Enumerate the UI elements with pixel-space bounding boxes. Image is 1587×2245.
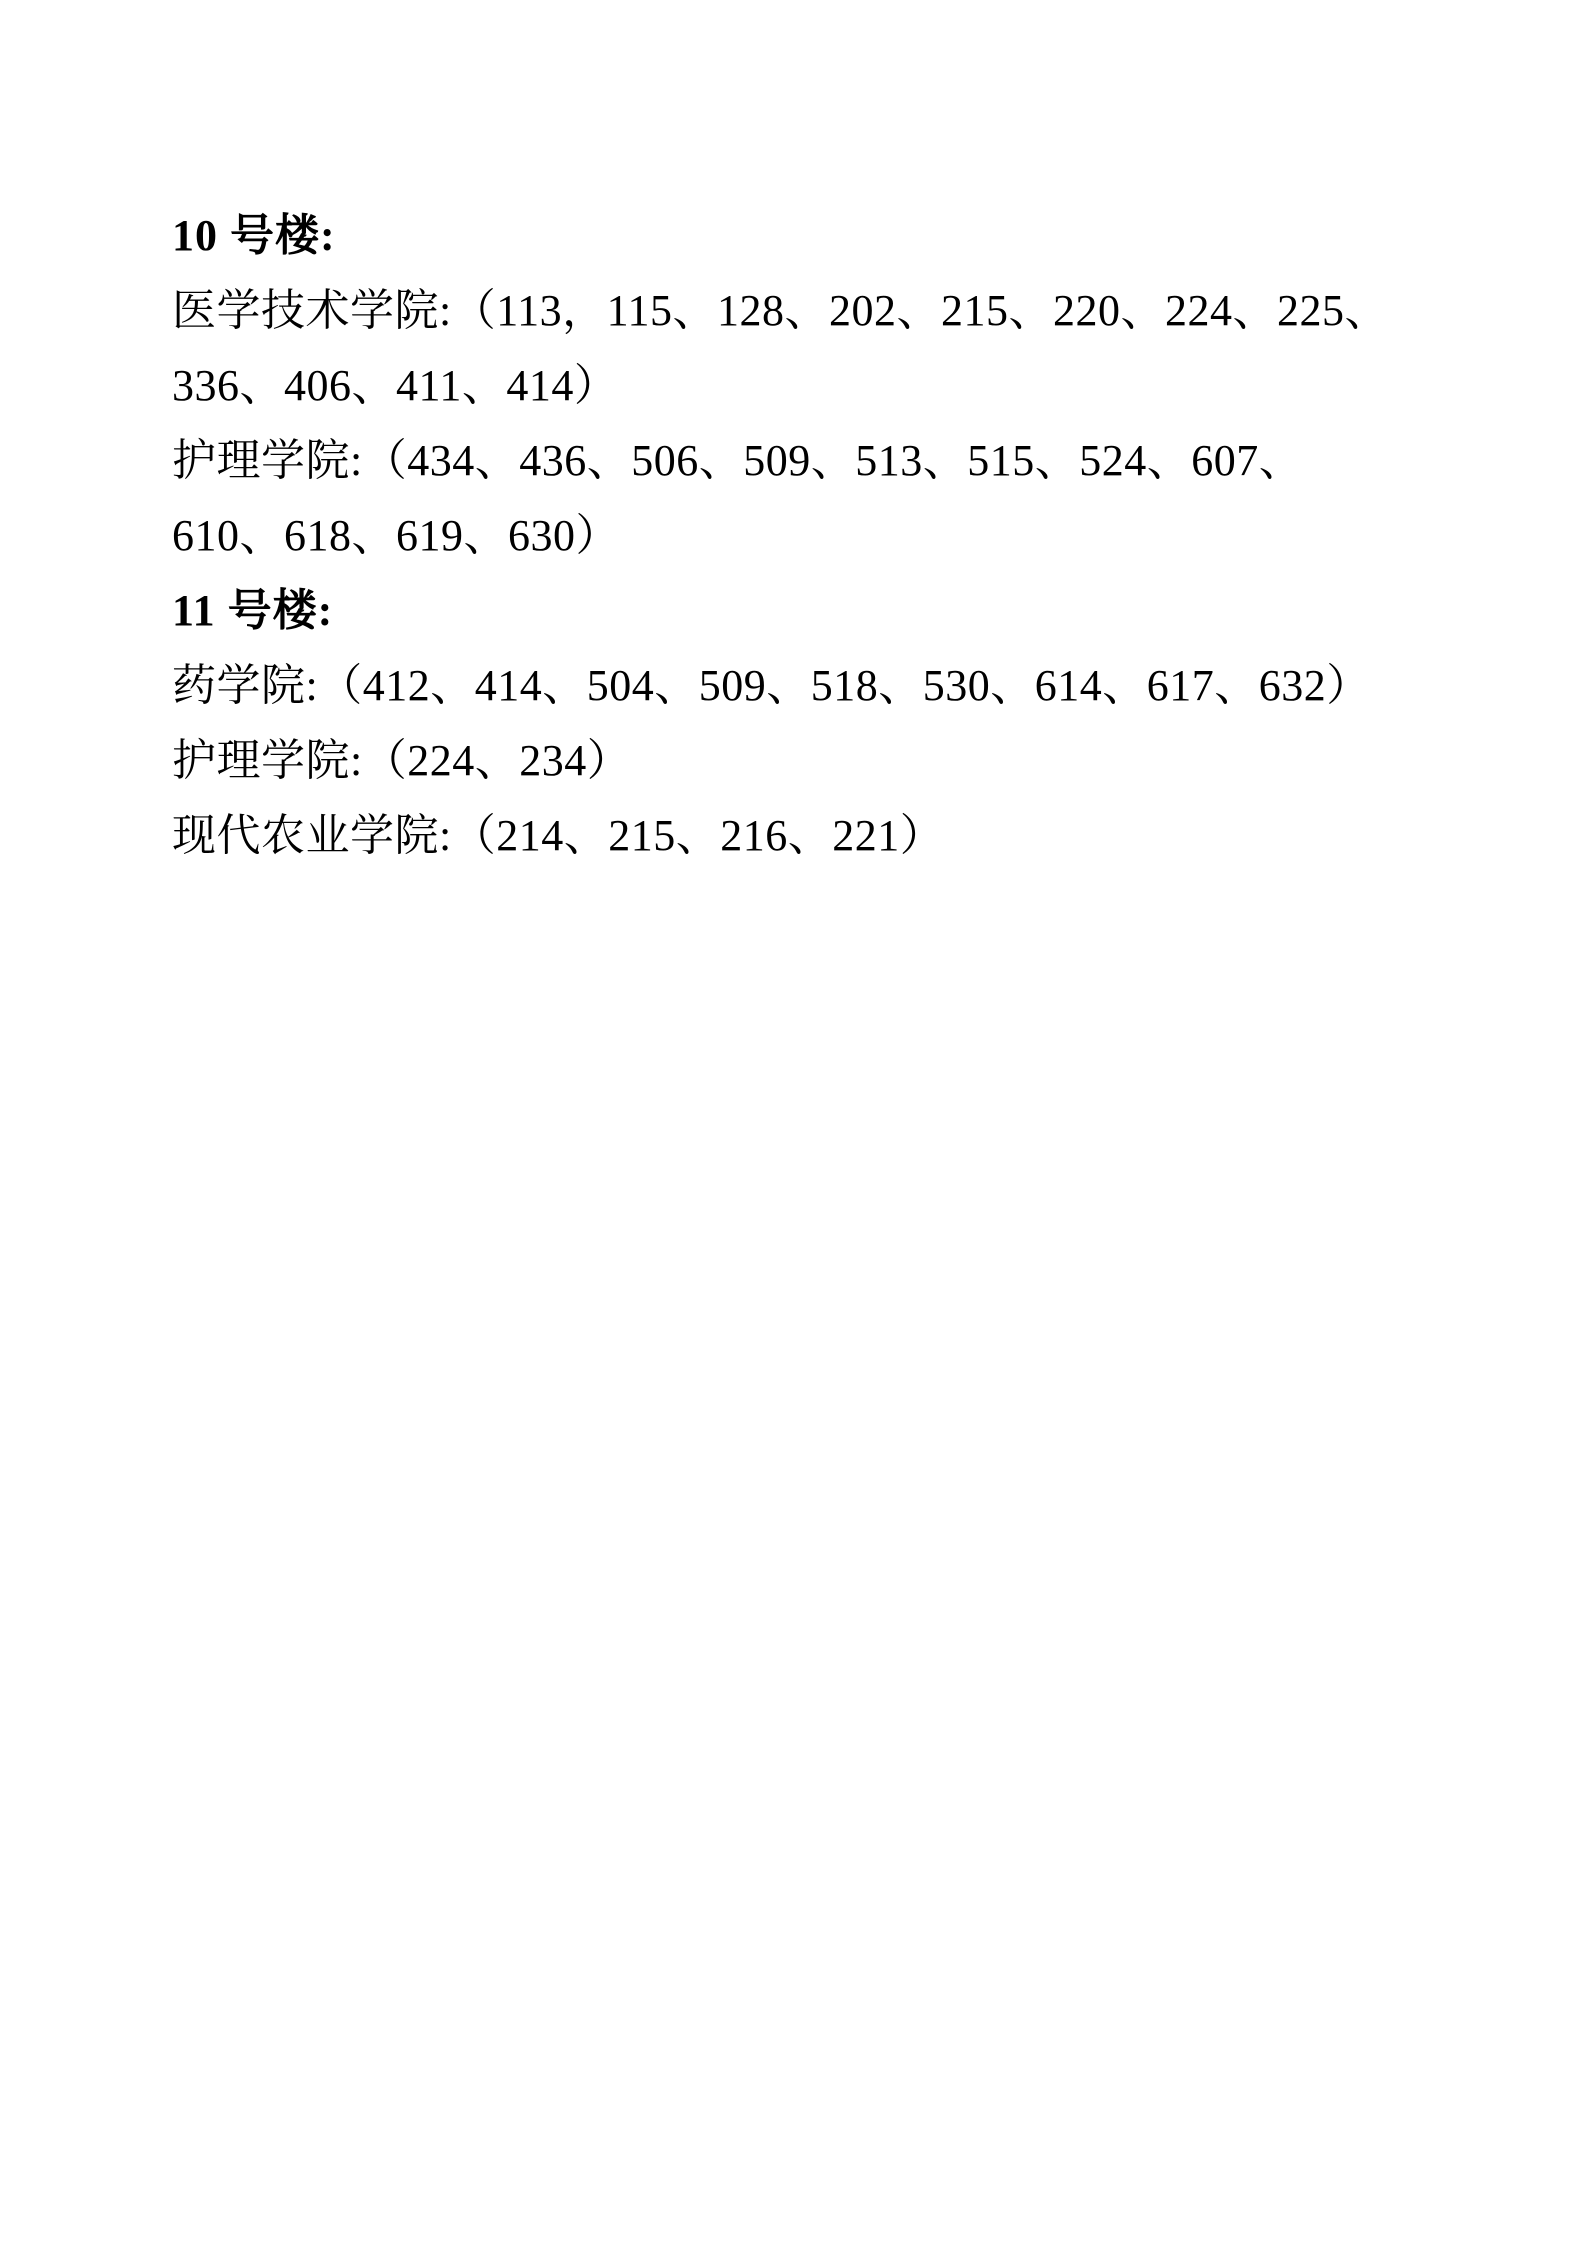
document-content xyxy=(172,198,1437,873)
building-11-modern-agriculture-line: 现代农业学院:（214、215、216、221） xyxy=(172,811,945,860)
building-10-medical-tech-line-2: 336、406、411、414） xyxy=(172,361,619,410)
building-10-heading: 10 号楼: xyxy=(172,211,336,260)
building-11-heading: 11 号楼: xyxy=(172,586,334,635)
building-10-nursing-line-2: 610、618、619、630） xyxy=(172,511,620,560)
building-10-nursing-line-1: 护理学院:（434、436、506、509、513、515、524、607、 xyxy=(172,436,1304,485)
building-11-nursing-line: 护理学院:（224、234） xyxy=(172,736,632,785)
building-11-pharmacy-line: 药学院:（412、414、504、509、518、530、614、617、632） xyxy=(172,661,1371,710)
building-10-medical-tech-line-1: 医学技术学院:（113，115、128、202、215、220、224、225、 xyxy=(172,286,1389,335)
